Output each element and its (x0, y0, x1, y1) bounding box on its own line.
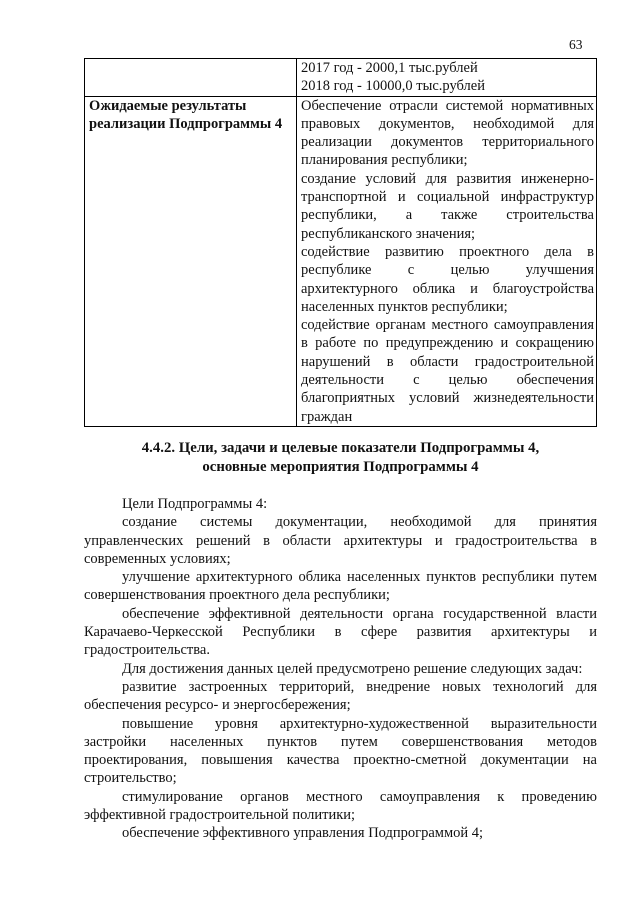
section-heading-line-2: основные мероприятия Подпрограммы 4 (202, 458, 479, 475)
goal-item: улучшение архитектурного облика населенных пунктов республики путем совершенствования проектного дела республики; (84, 569, 597, 604)
section-body (84, 495, 597, 843)
expected-results-label: Ожидаемые результаты реализации Подпрограммы 4 (85, 96, 297, 426)
page-number: 63 (569, 37, 583, 52)
task-item: стимулирование органов местного самоуправления к проведению эффективной градостроительной политики; (84, 788, 597, 824)
table-row-funding-continuation (85, 59, 597, 97)
funding-years-cell (297, 59, 597, 97)
subprogram-passport-table (84, 58, 597, 427)
funding-2018-line: 2018 год - 10000,0 тыс.рублей (301, 78, 485, 95)
task-item: обеспечение эффективного управления Подпрограммой 4; (122, 825, 484, 842)
expected-results-cell (297, 96, 597, 426)
expected-result-item: создание условий для развития инженерно-транспортной и социальной инфраструктур республики, а также строительства республиканского значения; (301, 170, 594, 242)
task-item: развитие застроенных территорий, внедрение новых технологий для обеспечения ресурсо- и энергосбережения; (84, 678, 597, 714)
goal-item: обеспечение эффективной деятельности органа государственной власти Карачаево-Черкесской Республики в сфере развития архитектуры и градостроительства. (84, 605, 597, 659)
tasks-intro: Для достижения данных целей предусмотрено решение следующих задач: (122, 660, 583, 677)
continuation-label-cell (85, 59, 297, 97)
expected-result-item: содействие развитию проектного дела в республике с целью улучшения архитектурного облика и благоустройства населенных пунктов республики; (301, 243, 594, 315)
goals-intro: Цели Подпрограммы 4: (122, 496, 268, 512)
task-item: повышение уровня архитектурно-художественной выразительности застройки населенных пунктов путем совершенствования методов проектирования, повышения качества проектно-сметной документации на строительство; (84, 715, 597, 787)
expected-result-item: содействие органам местного самоуправления в работе по предупреждению и сокращению нарушений в области градостроительной деятельности с целью обеспечения благоприятных условий жизнедеятельности граждан (301, 317, 594, 425)
table-row-expected-results (85, 96, 597, 426)
expected-result-item: Обеспечение отрасли системой нормативных правовых документов, необходимой для реализации документов территориального планирования республики; (301, 97, 594, 169)
section-heading-line-1: 4.4.2. Цели, задачи и целевые показатели Подпрограммы 4, (141, 440, 540, 456)
funding-2017-line: 2017 год - 2000,1 тыс.рублей (301, 60, 478, 76)
goal-item: создание системы документации, необходимой для принятия управленческих решений в области архитектуры и градостроительства в современных условиях; (84, 514, 597, 567)
section-heading (84, 439, 597, 476)
